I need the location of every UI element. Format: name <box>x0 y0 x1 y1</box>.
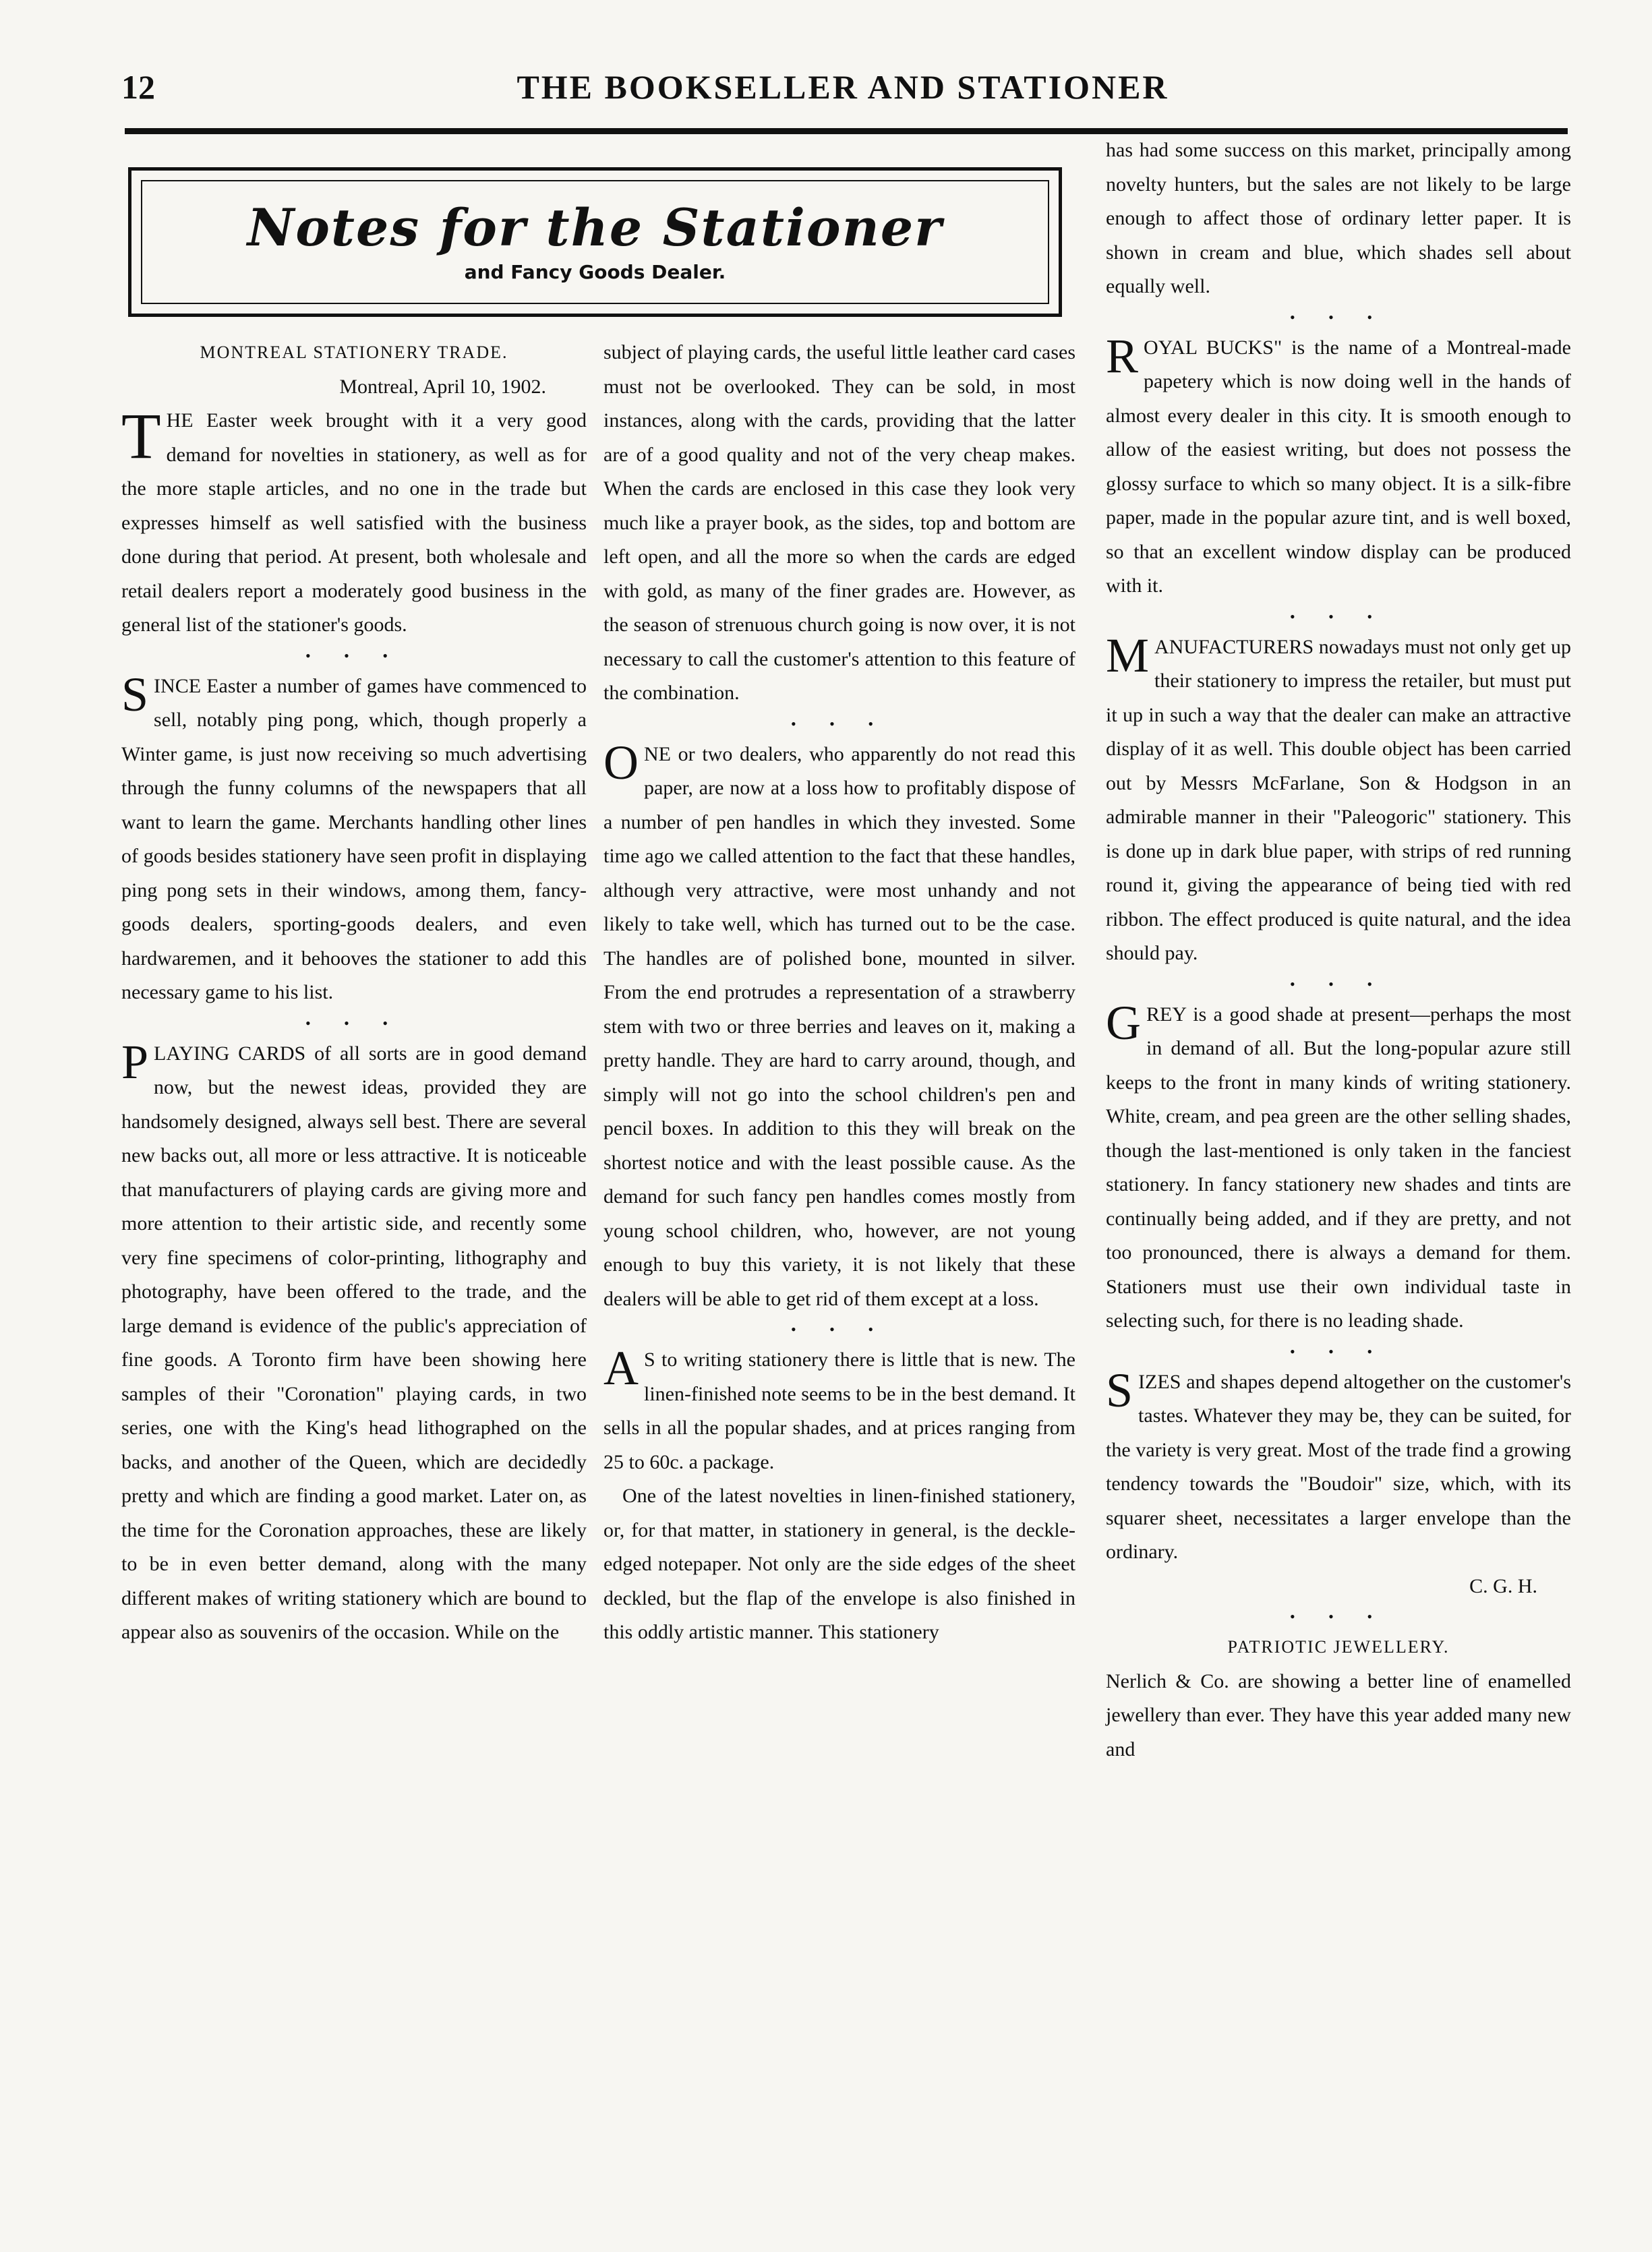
section-separator: • • • <box>1289 1342 1388 1360</box>
section-separator: • • • <box>790 1321 889 1338</box>
paragraph-deckle-continued: has had some success on this market, principally among novelty hunters, but the sales are not likely to be large enough to affect those of ordinary letter paper. It is shown in cream and blue, which shades sell about equally well. <box>1106 139 1571 297</box>
running-head <box>121 67 1564 115</box>
column-3 <box>1106 134 1571 1767</box>
section-separator: • • • <box>1289 1608 1388 1625</box>
paragraph-nerlich: Nerlich & Co. are showing a better line of enamelled jewellery than ever. They have this year added many new and <box>1106 1669 1571 1760</box>
paragraph-text: ANUFACTURERS nowadays must not only get up their stationery to impress the retailer, but must put it up in such a way that the dealer can make an attractive display of it as well. This double object has been carried out by Messrs McFarlane, Son & Hodgson in an admirable manner in their "Paleogoric" stationery. This is done up in dark blue paper, with strips of red running round it, giving the appearance of being tied with red ribbon. The effect produced is quite natural, and the idea should pay. <box>1106 635 1571 964</box>
paragraph-text: INCE Easter a number of games have commenced to sell, notably ping pong, which, though properly a Winter game, is just now receiving so much advertising through the funny columns of the newspapers that all want to learn the game. Merchants handling other lines of goods besides stationery have seen profit in displaying ping pong sets in their windows, among them, fancy-goods dealers, sporting-goods dealers, and even hardwaremen, and it behooves the stationer to add this necessary game to his list. <box>121 674 587 1003</box>
drop-cap: P <box>121 1034 149 1089</box>
paragraph-text: HE Easter week brought with it a very good demand for novelties in stationery, as well as for the more staple articles, and no one in the trade but expresses himself as well satisfied with the business done during that period. At present, both wholesale and retail dealers report a moderately good business in the general list of the stationer's goods. <box>121 409 587 636</box>
section-heading-box <box>128 167 1062 317</box>
column-2 <box>603 336 1075 1650</box>
section-separator: • • • <box>305 647 403 664</box>
paragraph-text: OYAL BUCKS" is the name of a Montreal-made papetery which is now doing well in the hands of almost every dealer in this city. It is smooth enough to allow of the easiest writing, but does not possess the glossy surface to which so many object. It is a silk-fibre paper, made in the popular azure tint, and is well boxed, so that an excellent window display can be produced with it. <box>1106 336 1571 597</box>
drop-cap: S <box>121 667 149 721</box>
paragraph-text: NE or two dealers, who apparently do not read this paper, are now at a loss how to profitably dispose of a number of pen handles in which they invested. Some time ago we called attention to the fact that these handles, although very attractive, were most unhandy and not likely to take well, which has turned out to be the case. The handles are of polished bone, mounted in silver. From the end protrudes a representation of a strawberry stem with two or three berries and leaves on it, making a pretty handle. They are hard to carry around, though, and simply will not go into the school children's pen and pencil boxes. In addition to this they will break on the shortest notice and with the least possible cause. As the demand for such fancy pen handles comes mostly from young school children, who, however, are not young enough to buy this variety, it is not likely that these dealers will be able to get rid of them except at a loss. <box>603 742 1075 1310</box>
paragraph-royal-bucks <box>1106 328 1571 603</box>
page-number: 12 <box>121 68 155 106</box>
drop-cap: G <box>1106 995 1141 1050</box>
paragraph-text: LAYING CARDS of all sorts are in good demand now, but the newest ideas, provided they are handsomely designed, always sell best. There are several new backs out, all more or less attractive. It is noticeable that manufacturers of playing cards are giving more and more attention to their artistic side, and recently some very fine specimens of color-printing, lithography and photography, have been offered to the trade, and the large demand is evidence of the public's appreciation of fine goods. A Toronto firm have been showing here samples of their "Coronation" playing cards, in two series, one with the King's head lithographed on the backs, and another of the Queen, which are decidedly pretty and which are finding a good market. Later on, as the time for the Coronation approaches, these are likely to be in even better demand, along with the many different makes of writing stationery which are bound to appear also as souvenirs of the occasion. While on the <box>121 1042 587 1643</box>
paragraph-manufacturers <box>1106 630 1571 971</box>
paragraph-ping-pong <box>121 667 587 1010</box>
dateline: Montreal, April 10, 1902. <box>339 375 546 398</box>
paragraph-card-cases: subject of playing cards, the useful little leather card cases must not be overlooked. They can be sold, in most instances, along with the cards, providing that the latter are of a good quality and not of the very cheap makes. When the cards are enclosed in this case they look very much like a prayer book, as the sides, top and bottom are left open, and all the more so when the cards are edged with gold, as many of the finer grades are. However, as the season of strenuous church going is now over, it is not necessary to call the customer's attention to this feature of the combination. <box>603 341 1075 704</box>
drop-cap: T <box>121 400 161 472</box>
article-heading-montreal: MONTREAL STATIONERY TRADE. <box>200 343 508 362</box>
section-separator: • • • <box>305 1014 403 1032</box>
paragraph-pen-handles <box>603 735 1075 1317</box>
paragraph-sizes-shapes <box>1106 1365 1571 1570</box>
article-heading-patriotic-jewellery: PATRIOTIC JEWELLERY. <box>1227 1637 1450 1657</box>
paragraph-text: S to writing stationery there is little that is new. The linen-finished note seems to be in the best demand. It sells in all the popular shades, and at prices ranging from 25 to 60c. a package. <box>603 1349 1075 1473</box>
section-separator: • • • <box>1289 308 1388 326</box>
drop-cap: A <box>603 1341 639 1395</box>
paragraph-text: REY is a good shade at present—perhaps the most in demand of all. But the long-popular azure still keeps to the front in many kinds of writing stationery. White, cream, and pea green are the other selling shades, though the last-mentioned is only taken in the fanciest stationery. In fancy stationery new shades and tints are continually being added, and if they are pretty, and not too pronounced, there is always a demand for them. Stationers must use their own individual taste in selecting such, for there is no leading shade. <box>1106 1003 1571 1332</box>
paragraph-playing-cards <box>121 1034 587 1650</box>
drop-cap: O <box>603 735 639 790</box>
paragraph-easter-week <box>121 400 587 643</box>
paragraph-grey-shade <box>1106 995 1571 1338</box>
paragraph-text: IZES and shapes depend altogether on the customer's tastes. Whatever they may be, they can be suited, for the variety is very great. Most of the trade find a growing tendency towards the "Boudoir" size, which, with its squarer sheet, necessitates a larger envelope than the ordinary. <box>1106 1370 1571 1563</box>
paragraph-deckle-edged: One of the latest novelties in linen-finished stationery, or, for that matter, in stationery in general, is the deckle-edged notepaper. Not only are the side edges of the sheet deckled, but the flap of the envelope is also finished in this oddly artistic manner. This stationery <box>603 1485 1075 1643</box>
section-separator: • • • <box>1289 608 1388 625</box>
author-signature: C. G. H. <box>1469 1574 1537 1597</box>
drop-cap: S <box>1106 1363 1133 1417</box>
column-1 <box>121 336 587 1650</box>
journal-title: THE BOOKSELLER AND STATIONER <box>517 68 1169 106</box>
section-subtitle: and Fancy Goods Dealer. <box>464 261 726 283</box>
drop-cap: R <box>1106 328 1139 383</box>
drop-cap: M <box>1106 628 1150 682</box>
section-title: Notes for the Stationer <box>247 198 943 258</box>
section-separator: • • • <box>790 715 889 732</box>
section-separator: • • • <box>1289 975 1388 992</box>
paragraph-writing-stationery <box>603 1343 1075 1479</box>
